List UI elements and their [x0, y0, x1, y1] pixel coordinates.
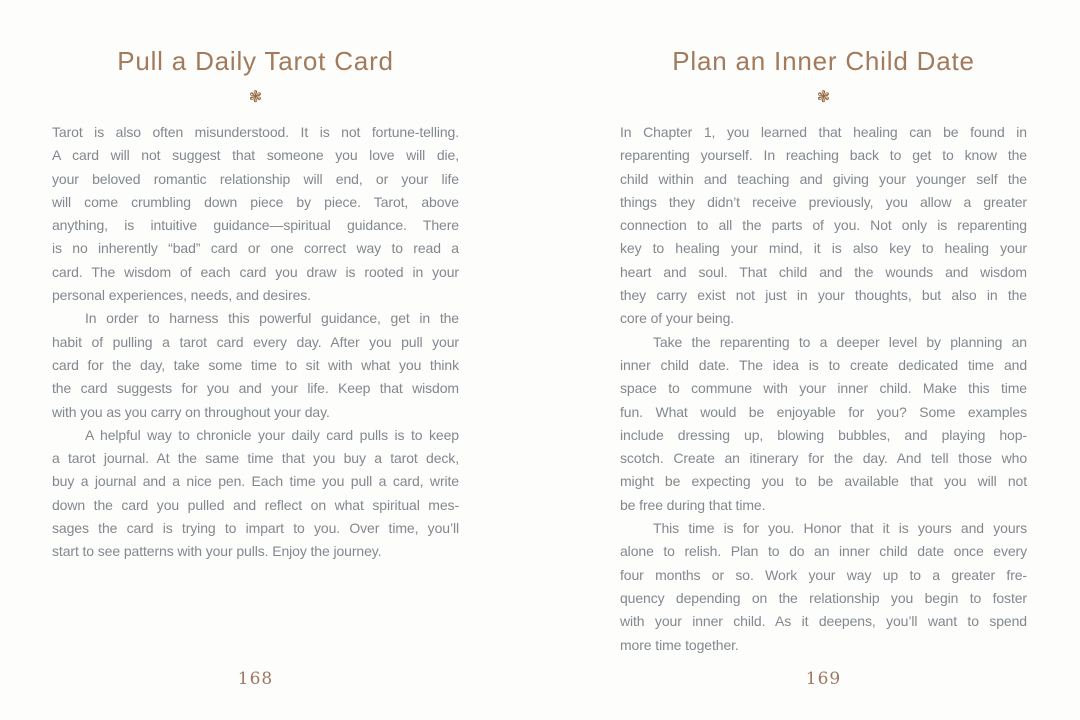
text-line: A helpful way to chronicle your daily card pulls is to keep: [85, 426, 459, 443]
text-line: habit of pulling a tarot card every day. After you pull your: [52, 333, 459, 350]
text-line: with you as you carry on throughout your day.: [52, 403, 330, 420]
text-line: card. The wisdom of each card you draw is rooted in your: [52, 263, 459, 280]
text-line: will come crumbling down piece by piece. Tarot, above: [52, 193, 459, 210]
paragraph: [620, 121, 1027, 331]
text-line: might be expecting you to be available that you will not: [620, 473, 1027, 490]
flower-ornament-icon: ❃: [816, 89, 831, 106]
page-title: Pull a Daily Tarot Card: [117, 46, 394, 76]
page-number: 169: [805, 669, 842, 689]
text-line: the card suggests for you and your life. Keep that wisdom: [52, 380, 459, 397]
page-right: [540, 0, 1080, 720]
text-line: quency depending on the relationship you begin to foster: [620, 589, 1027, 606]
page-title: Plan an Inner Child Date: [672, 46, 975, 76]
text-line: connection to all the parts of you. Not only is reparenting: [620, 217, 1027, 234]
page-number: 168: [237, 669, 274, 689]
text-line: down the card you pulled and reflect on what spiritual mes-: [52, 496, 459, 513]
text-line: is no inherently “bad” card or one correct way to read a: [52, 240, 459, 257]
text-line: A card will not suggest that someone you love will die,: [52, 147, 459, 164]
text-line: Take the reparenting to a deeper level by planning an: [653, 333, 1027, 350]
paragraph: [52, 121, 459, 307]
paragraph: [620, 517, 1027, 657]
text-line: reparenting yourself. In reaching back to get to know the: [620, 147, 1027, 164]
text-line: with your inner child. As it deepens, you’ll want to spend: [620, 613, 1027, 630]
text-line: a tarot journal. At the same time that you buy a tarot deck,: [52, 450, 459, 467]
text-line: key to healing your mind, it is also key to healing your: [620, 240, 1027, 257]
text-line: Tarot is also often misunderstood. It is not fortune-telling.: [52, 124, 459, 140]
text-line: alone to relish. Plan to do an inner child date once every: [620, 543, 1027, 560]
text-line: your beloved romantic relationship will end, or your life: [52, 170, 459, 187]
text-line: buy a journal and a nice pen. Each time you pull a card, write: [52, 473, 459, 490]
flower-ornament-icon: ❃: [248, 89, 263, 106]
text-line: child within and teaching and giving your younger self the: [620, 170, 1027, 187]
text-line: fun. What would be enjoyable for you? Some examples: [620, 403, 1027, 420]
text-line: This time is for you. Honor that it is yours and yours: [653, 520, 1027, 537]
text-line: inner child date. The idea is to create dedicated time and: [620, 356, 1027, 373]
text-line: anything, is intuitive guidance—spiritual guidance. There: [52, 217, 459, 234]
text-line: space to commune with your inner child. Make this time: [620, 380, 1027, 397]
text-line: heart and soul. That child and the wounds and wisdom: [620, 263, 1027, 280]
paragraph: [52, 307, 459, 423]
paragraph: [52, 424, 459, 564]
text-line: scotch. Create an itinerary for the day. And tell those who: [620, 450, 1027, 467]
text-line: be free during that time.: [620, 496, 766, 513]
text-line: In Chapter 1, you learned that healing can be found in: [620, 124, 1027, 140]
text-line: four months or so. Work your way up to a greater fre-: [620, 566, 1027, 583]
text-line: they carry exist not just in your thoughts, but also in the: [620, 287, 1027, 304]
text-line: start to see patterns with your pulls. Enjoy the journey.: [52, 543, 382, 560]
text-line: personal experiences, needs, and desires.: [52, 287, 311, 304]
text-line: more time together.: [620, 636, 739, 653]
page-right-content: [620, 0, 1027, 720]
page-body: [620, 121, 1027, 657]
text-line: things they didn’t receive previously, you allow a greater: [620, 193, 1027, 210]
paragraph: [620, 331, 1027, 517]
page-left-content: [52, 0, 459, 720]
text-line: card for the day, take some time to sit with what you think: [52, 356, 459, 373]
text-line: include dressing up, blowing bubbles, and playing hop-: [620, 426, 1027, 443]
text-line: In order to harness this powerful guidance, get in the: [85, 310, 459, 327]
text-line: core of your being.: [620, 310, 735, 327]
text-line: sages the card is trying to impart to you. Over time, you’ll: [52, 520, 459, 537]
page-body: [52, 121, 459, 564]
